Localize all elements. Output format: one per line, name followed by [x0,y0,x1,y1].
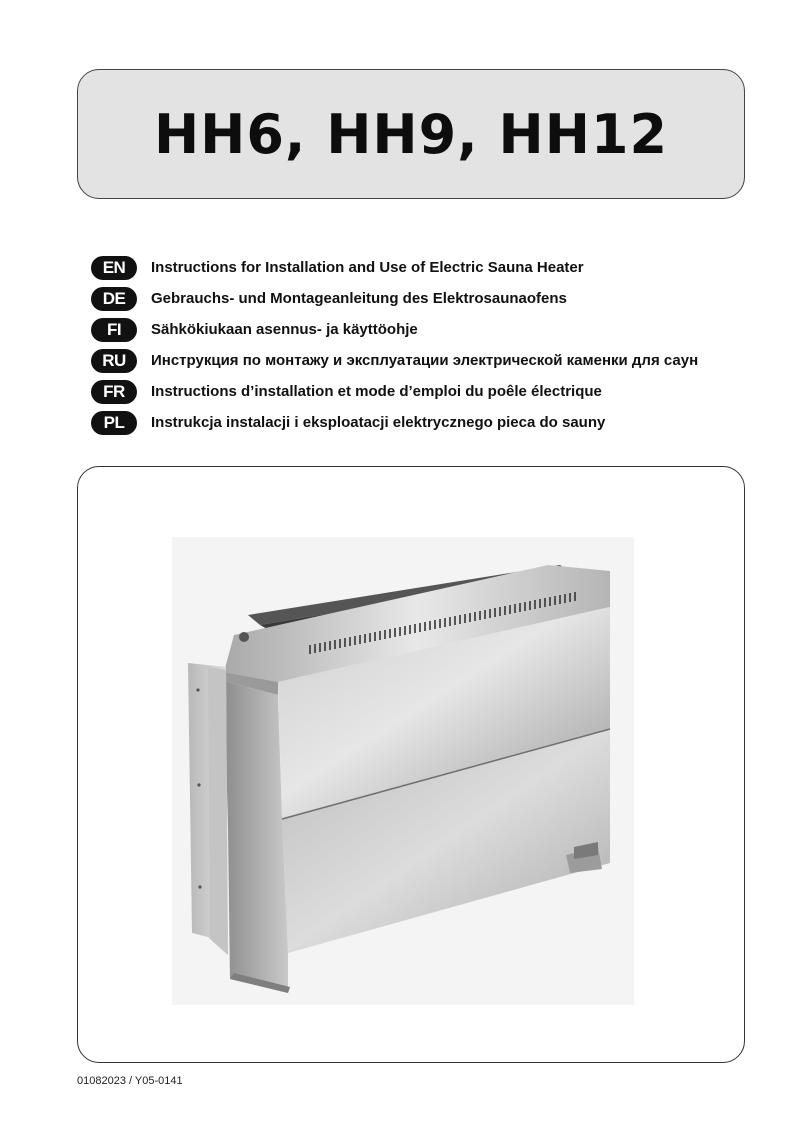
language-row-de [91,283,698,314]
language-row-fr [91,376,698,407]
language-title-de: Gebrauchs- und Montageanleitung des Elektrosaunaofens [151,290,567,307]
language-row-en [91,252,698,283]
document-title: HH6, HH9, HH12 [153,102,669,166]
language-badge-pl: PL [91,411,137,435]
language-title-fi: Sähkökiukaan asennus- ja käyttöohje [151,321,418,338]
language-badge-fi: FI [91,318,137,342]
language-row-fi [91,314,698,345]
language-badge-ru: RU [91,349,137,373]
language-list [91,252,698,438]
document-code: 01082023 / Y05-0141 [77,1075,183,1087]
language-badge-de: DE [91,287,137,311]
title-banner [77,69,745,199]
sauna-heater-icon [78,467,745,1063]
language-row-ru [91,345,698,376]
language-title-pl: Instrukcja instalacji i eksploatacji elektrycznego pieca do sauny [151,414,606,431]
language-badge-en: EN [91,256,137,280]
language-title-fr: Instructions d’installation et mode d’emploi du poêle électrique [151,383,602,400]
language-badge-fr: FR [91,380,137,404]
language-title-en: Instructions for Installation and Use of Electric Sauna Heater [151,259,584,276]
language-title-ru: Инструкция по монтажу и эксплуатации электрической каменки для саун [151,352,699,369]
product-image-frame [77,466,745,1063]
language-row-pl [91,407,698,438]
